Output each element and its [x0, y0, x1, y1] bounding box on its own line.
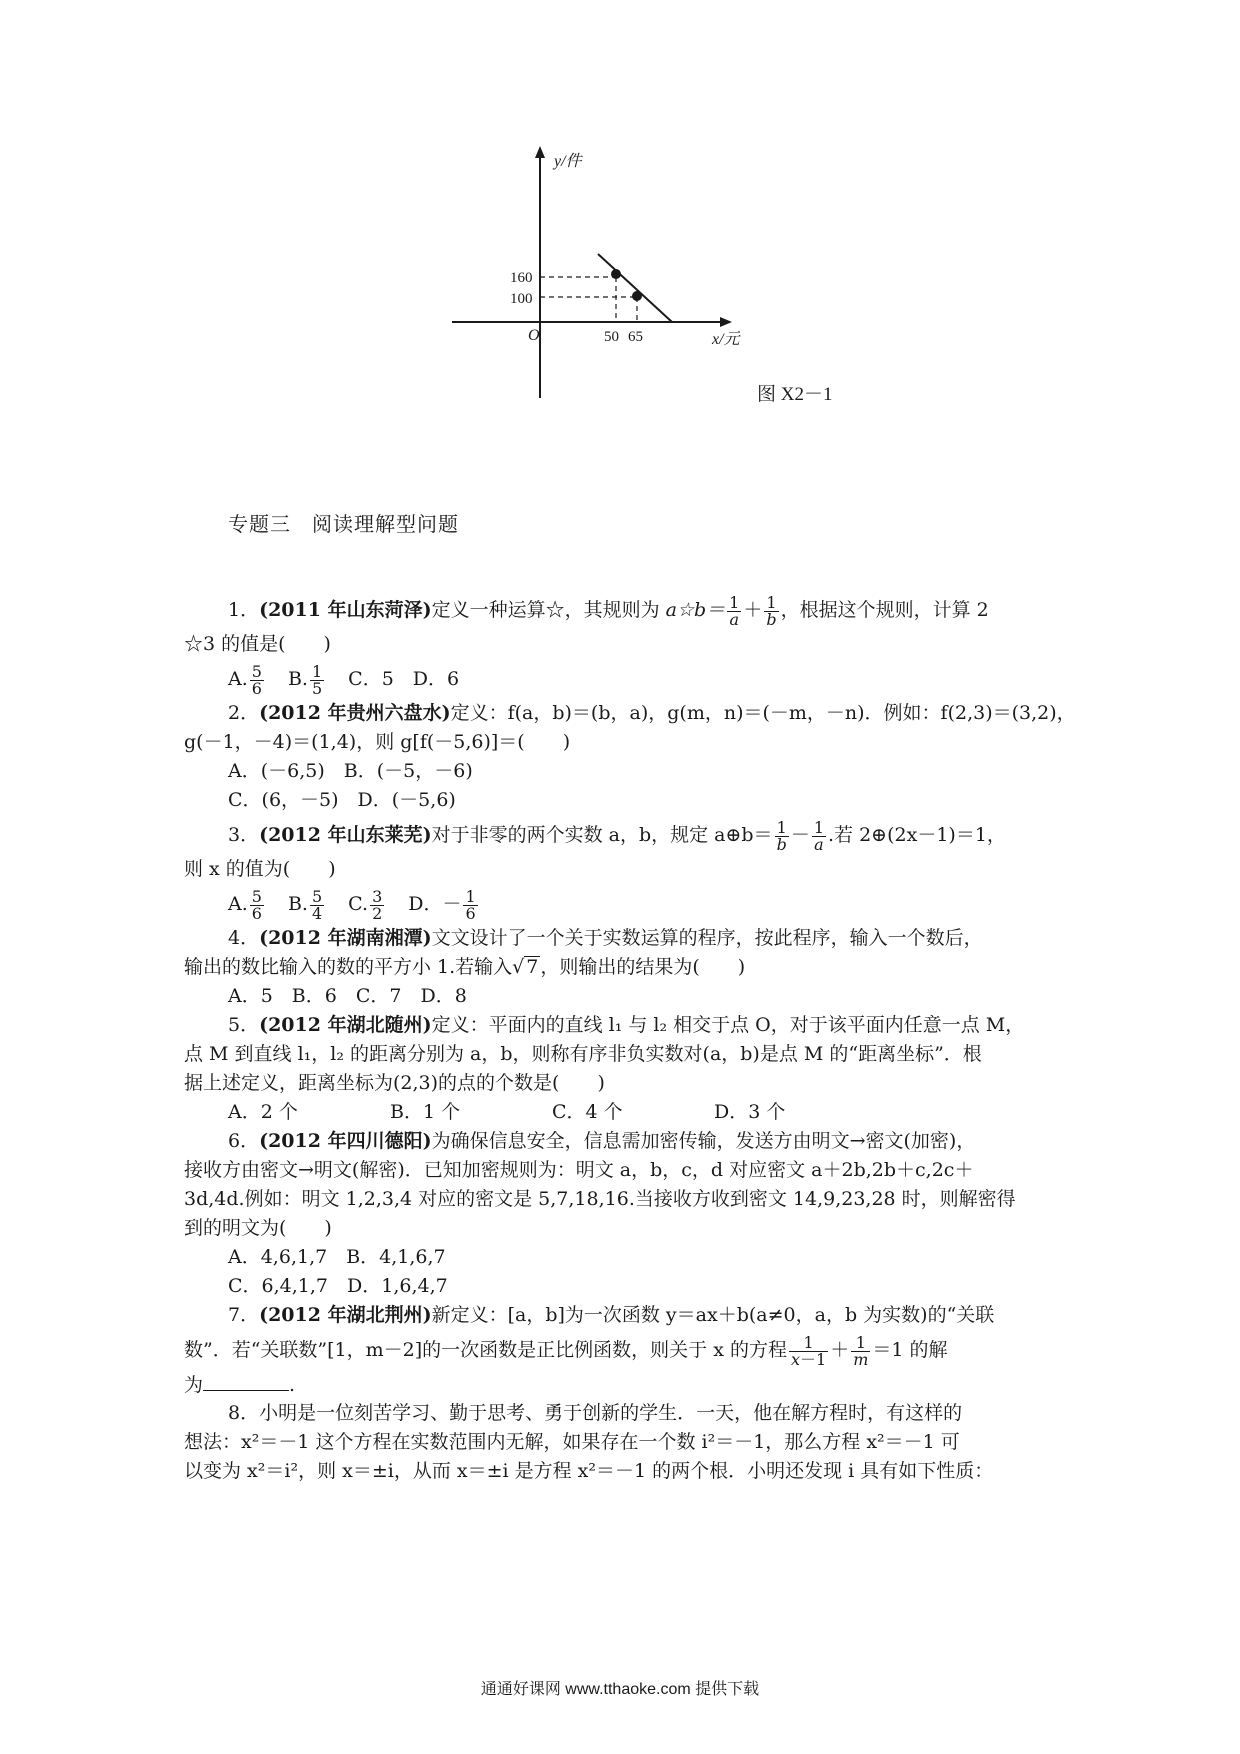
q5-opt-d: D．3 个	[714, 1101, 786, 1123]
q7-period: .	[289, 1374, 296, 1396]
q2-source: (2012 年贵州六盘水)	[259, 702, 451, 724]
q3-options: A. $\frac{5}{6}$ B. $\frac{5}{4}$ C. $\frac{3}{2}$ D．－ $\frac{1}{6}$	[228, 886, 476, 923]
q7-line3	[184, 1370, 1076, 1399]
q5-source: (2012 年湖北随州)	[259, 1014, 432, 1036]
q4-line2: 输出的数比输入的数的平方小 1.若输入√ 7 ，则输出的结果为( )	[184, 956, 746, 978]
q3-opt-a: $\frac{5}{6}$	[251, 886, 262, 923]
q1-opt-a-frac: $\frac{5}{6}$	[251, 661, 262, 698]
q1-line1: 1．(2011 年山东菏泽)定义一种运算☆，其规则为 a☆b＝ $\frac{1}{a}$ ＋ $\frac{1}{b}$ ，根据这个规则，计算 2	[228, 592, 989, 629]
q3-text-b: .若 2⊕(2x－1)＝1，	[828, 824, 1006, 846]
figure-caption: 图 X2－1	[757, 384, 833, 405]
x-tick-50: 50	[604, 329, 619, 345]
q7-frac-m: $\frac{1}{m}$	[853, 1332, 869, 1369]
q3-opt-b: $\frac{5}{4}$	[311, 886, 323, 923]
q6-line3: 3d,4d.例如：明文 1,2,3,4 对应的密文是 5,7,18,16.当接收方收到密文 14,9,23,28 时，则解密得	[184, 1188, 1016, 1210]
q1-line2: ☆3 的值是( )	[184, 633, 331, 655]
q2-number: 2．	[228, 702, 260, 724]
q8-line2: 想法：x²＝－1 这个方程在实数范围内无解，如果存在一个数 i²＝－1，那么方程 x²＝－1 可	[184, 1431, 960, 1453]
q3-line2: 则 x 的值为( )	[184, 858, 336, 880]
point-65-100	[632, 291, 642, 301]
q1-formula: a☆b＝	[665, 599, 726, 621]
q4-text-a: 输出的数比输入的数的平方小 1.若输入	[184, 956, 513, 978]
q6-options-cd: C．6,4,1,7 D．1,6,4,7	[228, 1275, 448, 1297]
q4-number: 4．	[228, 927, 260, 949]
q8-line1	[184, 1399, 1076, 1428]
q2-text: 定义：f(a，b)＝(b，a)，g(m，n)＝(－m，－n)．例如：f(2,3)＝(3,2)，	[450, 702, 1076, 724]
q5-options	[184, 1098, 1076, 1127]
q8-number: 8．	[228, 1402, 260, 1424]
q4-source: (2012 年湖南湘潭)	[259, 927, 432, 949]
q1-opt-b: B.	[287, 668, 308, 690]
q1-opt-cd: C．5 D．6	[348, 668, 460, 690]
q4-text-b: ，则输出的结果为( )	[540, 956, 746, 978]
point-50-160	[611, 269, 621, 279]
x-tick-65: 65	[628, 329, 643, 345]
q5-line3: 据上述定义，距离坐标为(2,3)的点的个数是( )	[184, 1072, 605, 1094]
q7-text-a: 数”．若“关联数”[1，m－2]的一次函数是正比例函数，则关于 x 的方程	[184, 1339, 787, 1361]
q6-text: 为确保信息安全，信息需加密传输，发送方由明文→密文(加密)，	[431, 1130, 976, 1152]
figure-x2-1	[0, 0, 1240, 440]
q3-opt-d-frac: $\frac{1}{6}$	[465, 886, 476, 923]
question-list	[184, 590, 1076, 1486]
q2-line2: g(－1，－4)＝(1,4)，则 g[f(－5,6)]＝( )	[184, 731, 571, 753]
q8-text: 小明是一位刻苦学习、勤于思考、勇于创新的学生．一天，他在解方程时，有这样的	[259, 1402, 963, 1424]
q7-answer-blank	[203, 1370, 289, 1391]
q1-opt-b-frac: $\frac{1}{5}$	[311, 661, 323, 698]
q7-text: 新定义：[a，b]为一次函数 y＝ax＋b(a≠0，a，b 为实数)的“关联	[431, 1304, 995, 1326]
q7-frac-x: $\frac{1}{x-1}$	[790, 1332, 827, 1369]
q5-opt-b: B．1 个	[390, 1101, 461, 1123]
q6-source: (2012 年四川德阳)	[259, 1130, 432, 1152]
q2-line1	[184, 699, 1076, 728]
q2-options-ab: A．(－6,5) B．(－5，－6)	[228, 760, 473, 782]
demand-line	[598, 254, 672, 322]
q6-line1	[184, 1127, 1076, 1156]
q4-options: A．5 B．6 C．7 D．8	[228, 985, 467, 1007]
x-axis-arrow	[720, 317, 732, 327]
y-axis-arrow	[535, 146, 545, 158]
q5-line1	[184, 1011, 1076, 1040]
q3-frac-1a: $\frac{1}{a}$	[813, 817, 825, 854]
q1-number: 1．	[228, 599, 260, 621]
y-tick-160: 160	[510, 270, 533, 286]
q5-line2: 点 M 到直线 l₁，l₂ 的距离分别为 a，b，则称有序非负实数对(a，b)是点 M 的“距离坐标”．根	[184, 1043, 982, 1065]
q3-number: 3．	[228, 824, 260, 846]
q7-text-b: ＝1 的解	[872, 1339, 948, 1361]
q7-line1	[184, 1301, 1076, 1330]
q4-line1	[184, 924, 1076, 953]
q1-text: 定义一种运算☆，其规则为	[431, 599, 666, 621]
q8-line3: 以变为 x²＝i²，则 x＝±i，从而 x＝±i 是方程 x²＝－1 的两个根．小明还发现 i 具有如下性质：	[184, 1460, 994, 1482]
section-title: 专题三 阅读理解型问题	[228, 512, 459, 536]
q3-text: 对于非零的两个实数 a，b，规定 a⊕b＝	[431, 824, 773, 846]
q5-opt-a: A．2 个	[228, 1101, 298, 1123]
q3-opt-d: D．－	[408, 893, 462, 915]
q7-text-c: 为	[184, 1374, 204, 1396]
origin-label: O	[528, 327, 540, 344]
q2-options-cd: C．(6，－5) D．(－5,6)	[228, 789, 456, 811]
q3-frac-1b: $\frac{1}{b}$	[776, 817, 787, 854]
q1-source: (2011 年山东菏泽)	[259, 599, 432, 621]
q5-text: 定义：平面内的直线 l₁ 与 l₂ 相交于点 O，对于该平面内任意一点 M，	[431, 1014, 1025, 1036]
q4-text: 文文设计了一个关于实数运算的程序，按此程序，输入一个数后，	[431, 927, 983, 949]
q1-text-b: ，根据这个规则，计算 2	[780, 599, 989, 621]
q7-source: (2012 年湖北荆州)	[259, 1304, 432, 1326]
q1-opt-a: A.	[228, 668, 248, 690]
x-axis-label: x/元	[712, 331, 740, 348]
q1-frac-1a: $\frac{1}{a}$	[729, 592, 740, 629]
y-tick-100: 100	[510, 291, 533, 307]
q3-line1: 3．(2012 年山东莱芜)对于非零的两个实数 a，b，规定 a⊕b＝ $\frac{1}{b}$ － $\frac{1}{a}$ .若 2⊕(2x－1)＝1，	[228, 817, 1006, 854]
y-axis-label: y/件	[554, 153, 582, 170]
q5-opt-c: C．4 个	[552, 1101, 623, 1123]
q7-number: 7．	[228, 1304, 260, 1326]
q3-source: (2012 年山东莱芜)	[259, 824, 432, 846]
q3-opt-c: $\frac{3}{2}$	[372, 886, 383, 923]
q1-frac-1b: $\frac{1}{b}$	[766, 592, 777, 629]
q6-options-ab: A．4,6,1,7 B．4,1,6,7	[228, 1246, 446, 1268]
q5-number: 5．	[228, 1014, 260, 1036]
q6-line4: 到的明文为( )	[184, 1217, 332, 1239]
page-footer: 通通好课网 www.tthaoke.com 提供下载	[480, 1681, 760, 1698]
q1-options	[184, 659, 1076, 699]
q7-line2: 数”．若“关联数”[1，m－2]的一次函数是正比例函数，则关于 x 的方程 $\frac{1}{x-1}$ ＋ $\frac{1}{m}$ ＝1 的解	[184, 1332, 948, 1369]
q6-number: 6．	[228, 1130, 260, 1152]
q4-sqrt: 7	[526, 956, 539, 978]
q6-line2: 接收方由密文→明文(解密)．已知加密规则为：明文 a，b，c，d 对应密文 a＋2b,2b＋c,2c＋	[184, 1159, 974, 1181]
